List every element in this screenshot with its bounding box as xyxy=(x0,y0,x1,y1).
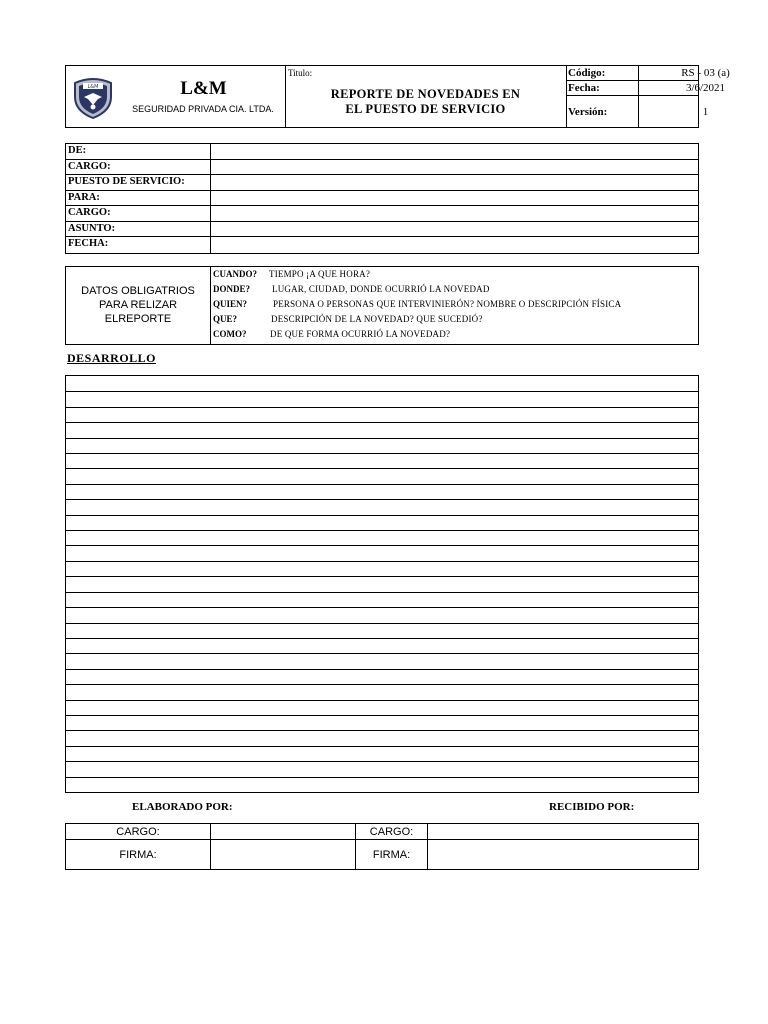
document-title-line1: REPORTE DE NOVEDADES EN xyxy=(330,87,521,101)
meta-row-fecha xyxy=(566,81,726,96)
meta-label: Fecha: xyxy=(566,81,639,95)
ruled-line xyxy=(66,653,698,654)
mandatory-value: TIEMPO ¡A QUE HORA? xyxy=(269,269,371,279)
ruled-line xyxy=(66,453,698,454)
firma-label-right: FIRMA: xyxy=(356,840,428,869)
ruled-line xyxy=(66,700,698,701)
firma-label-left: FIRMA: xyxy=(66,840,211,869)
meta-label: Versión: xyxy=(566,96,639,127)
mandatory-title-line: PARA RELIZAR xyxy=(98,299,178,311)
logo-cell xyxy=(66,66,286,127)
mandatory-key: CUANDO? xyxy=(213,269,257,279)
info-row-de xyxy=(66,144,698,160)
info-label: PARA: xyxy=(66,191,211,206)
brand-name: L&M xyxy=(180,78,227,99)
mandatory-data-title xyxy=(66,267,211,344)
mandatory-item-que xyxy=(213,312,483,327)
cargo-field-right[interactable] xyxy=(428,824,698,840)
info-row-para xyxy=(66,191,698,207)
mandatory-key: QUE? xyxy=(213,314,238,324)
ruled-line xyxy=(66,730,698,731)
cargo-label-right: CARGO: xyxy=(356,824,428,840)
ruled-line xyxy=(66,592,698,593)
document-title-line2: EL PUESTO DE SERVICIO xyxy=(345,102,506,116)
ruled-line xyxy=(66,777,698,778)
cargo-label-left: CARGO: xyxy=(66,824,211,840)
ruled-line xyxy=(66,530,698,531)
info-label: DE: xyxy=(66,144,211,159)
elaborado-label: ELABORADO POR: xyxy=(132,801,233,813)
ruled-line xyxy=(66,684,698,685)
desarrollo-title: DESARROLLO xyxy=(67,351,157,365)
info-row-cargo xyxy=(66,160,698,176)
info-row-puesto xyxy=(66,175,698,191)
ruled-line xyxy=(66,669,698,670)
info-row-asunto xyxy=(66,222,698,238)
ruled-line xyxy=(66,623,698,624)
meta-value: 1 xyxy=(702,105,709,118)
document-title xyxy=(289,87,562,117)
mandatory-value: DE QUE FORMA OCURRIÓ LA NOVEDAD? xyxy=(270,329,451,339)
mandatory-key: QUIEN? xyxy=(213,299,248,309)
ruled-line xyxy=(66,545,698,546)
mandatory-item-quien xyxy=(213,297,621,312)
info-table xyxy=(65,143,699,254)
mandatory-value: PERSONA O PERSONAS QUE INTERVINIERÓN? NOMBRE O DESCRIPCIÓN FÍSICA xyxy=(273,299,622,309)
meta-value: 3/6/2021 xyxy=(685,82,726,94)
ruled-line xyxy=(66,438,698,439)
desarrollo-lines[interactable] xyxy=(65,375,699,793)
svg-text:L&M: L&M xyxy=(87,84,99,90)
mandatory-item-cuando xyxy=(213,267,370,282)
ruled-line xyxy=(66,561,698,562)
ruled-line xyxy=(66,576,698,577)
ruled-line xyxy=(66,515,698,516)
ruled-line xyxy=(66,607,698,608)
mandatory-key: DONDE? xyxy=(213,284,251,294)
document-header xyxy=(65,65,730,128)
info-label: PUESTO DE SERVICIO: xyxy=(66,175,211,190)
info-label: ASUNTO: xyxy=(66,222,211,237)
ruled-line xyxy=(66,499,698,500)
meta-cell xyxy=(566,66,730,127)
info-label: FECHA: xyxy=(66,237,211,253)
meta-value: RS - 03 (a) xyxy=(681,67,730,79)
mandatory-value: DESCRIPCIÓN DE LA NOVEDAD? QUE SUCEDIÓ? xyxy=(271,314,483,324)
mandatory-key: COMO? xyxy=(213,329,247,339)
firma-field-left[interactable] xyxy=(211,840,356,869)
ruled-line xyxy=(66,761,698,762)
company-shield-logo xyxy=(71,75,115,119)
info-row-cargo-2 xyxy=(66,206,698,222)
info-label: CARGO: xyxy=(66,160,211,175)
signature-table xyxy=(65,823,699,870)
cargo-field-left[interactable] xyxy=(211,824,356,840)
ruled-line xyxy=(66,746,698,747)
mandatory-item-como xyxy=(213,327,450,342)
meta-label: Código: xyxy=(566,66,639,80)
ruled-line xyxy=(66,391,698,392)
meta-row-codigo xyxy=(566,66,730,81)
titulo-label: Titulo: xyxy=(288,68,313,78)
mandatory-title-line: ELREPORTE xyxy=(104,313,172,325)
firma-field-right[interactable] xyxy=(428,840,698,869)
ruled-line xyxy=(66,715,698,716)
ruled-line xyxy=(66,484,698,485)
mandatory-item-donde xyxy=(213,282,490,297)
title-cell xyxy=(285,66,567,127)
info-label: CARGO: xyxy=(66,206,211,221)
ruled-line xyxy=(66,422,698,423)
meta-row-version xyxy=(566,96,709,127)
brand-subtitle: SEGURIDAD PRIVADA CIA. LTDA. xyxy=(132,104,274,114)
ruled-line xyxy=(66,468,698,469)
info-row-fecha xyxy=(66,237,698,253)
ruled-line xyxy=(66,407,698,408)
mandatory-value: LUGAR, CIUDAD, DONDE OCURRIÓ LA NOVEDAD xyxy=(272,284,490,294)
mandatory-title-line: DATOS OBLIGATRIOS xyxy=(81,285,195,297)
mandatory-data-box xyxy=(65,266,699,345)
ruled-line xyxy=(66,638,698,639)
recibido-label: RECIBIDO POR: xyxy=(549,801,635,813)
